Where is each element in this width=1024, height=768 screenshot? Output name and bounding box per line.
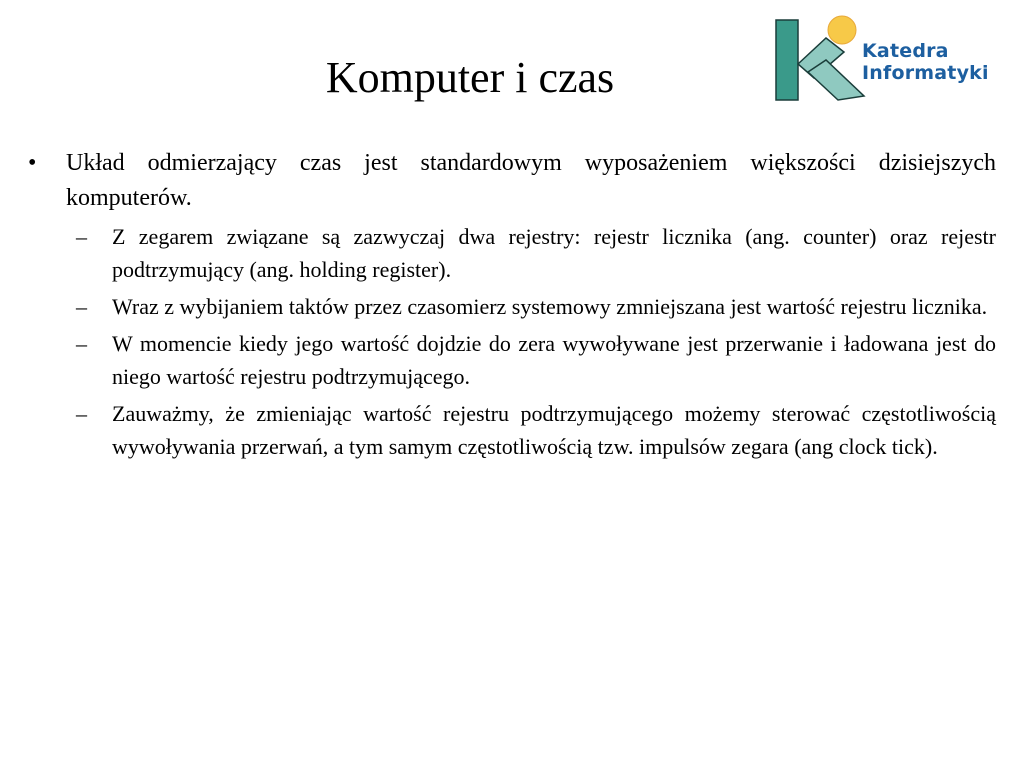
logo-text-line1: Katedra [862, 40, 949, 62]
bullet-text: Układ odmierzający czas jest standardowym wyposażeniem większości dzisiejszych komputerów. [66, 150, 996, 211]
logo-sun-dot [828, 16, 856, 44]
sub-bullet-text: Zauważmy, że zmieniając wartość rejestru podtrzymującego możemy sterować częstotliwością wywoływania przerwań, a tym samym częstotliwością tzw. impulsów zegara (ang clock tick). [112, 401, 996, 459]
bullet-marker: • [28, 150, 37, 176]
sub-bullet-marker: – [76, 224, 87, 249]
bullet-level1 [28, 146, 996, 216]
katedra-informatyki-logo [774, 12, 1010, 104]
logo-text-line2: Informatyki [862, 62, 989, 84]
logo-k-lower-arm [808, 60, 864, 100]
logo-text [862, 40, 989, 84]
sub-bullet-text: Wraz z wybijaniem taktów przez czasomierz systemowy zmniejszana jest wartość rejestru licznika. [112, 294, 988, 319]
sub-bullet-interrupt [76, 327, 996, 393]
sub-bullet-text: W momencie kiedy jego wartość dojdzie do zera wywoływane jest przerwanie i ładowana jest do niego wartość rejestru podtrzymującego. [112, 331, 996, 389]
sub-bullet-marker: – [76, 331, 87, 356]
sub-bullet-marker: – [76, 294, 87, 319]
sub-bullet-registers [76, 220, 996, 286]
slide-content [0, 146, 1024, 463]
sub-bullet-marker: – [76, 401, 87, 426]
sub-bullet-frequency [76, 397, 996, 463]
logo-k-bar [776, 20, 798, 100]
sub-bullet-text: Z zegarem związane są zazwyczaj dwa rejestry: rejestr licznika (ang. counter) oraz rejestr podtrzymujący (ang. holding register). [112, 224, 996, 282]
slide-title: Komputer i czas [325, 53, 615, 102]
sub-bullet-decrement [76, 290, 996, 323]
